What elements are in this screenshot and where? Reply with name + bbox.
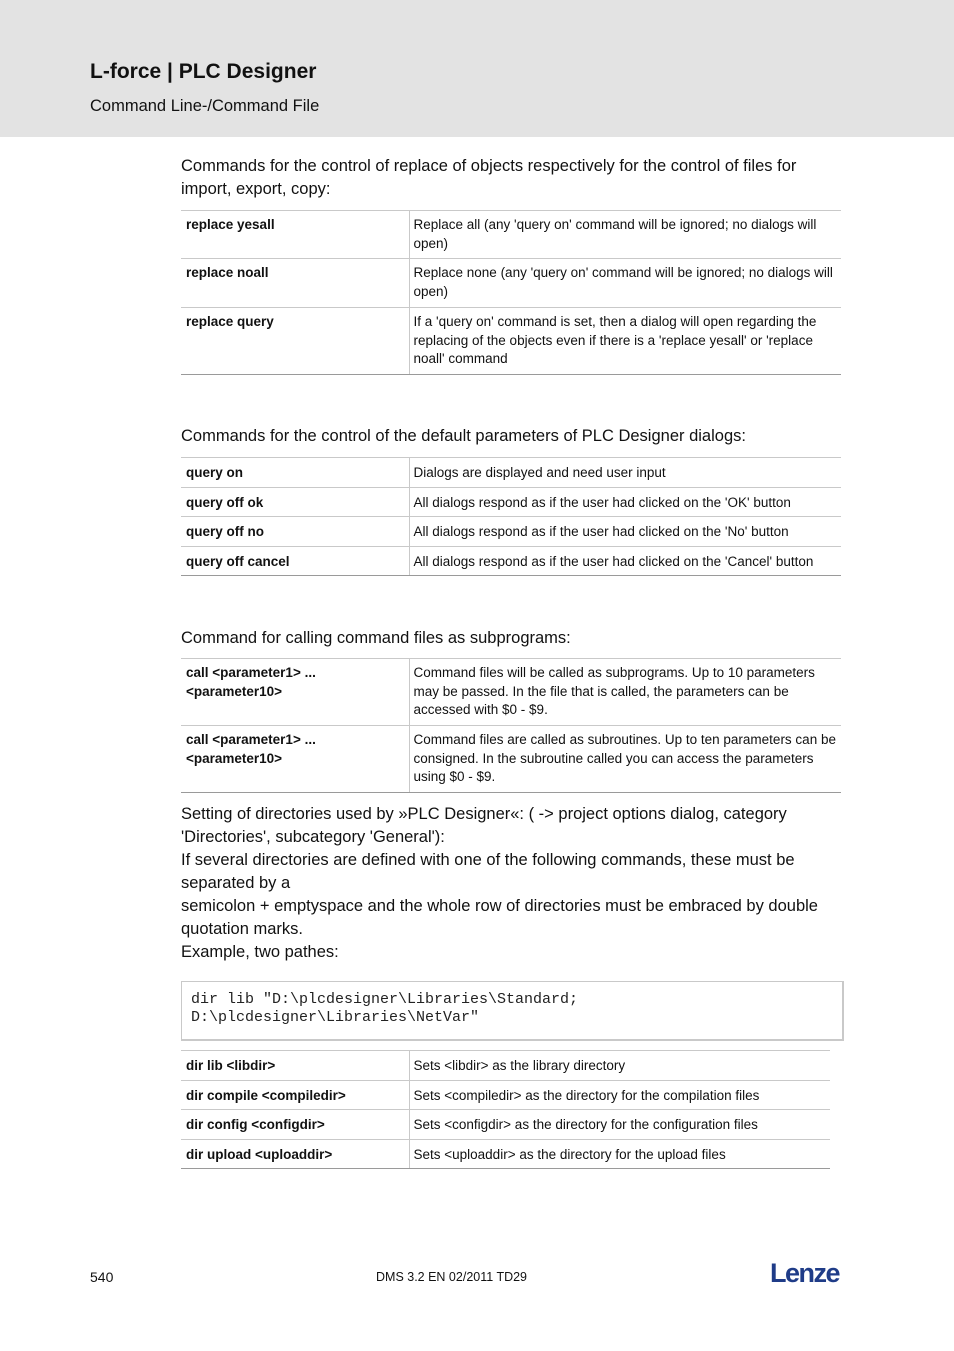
command-cell: replace noall <box>181 259 409 308</box>
table-row <box>181 211 841 259</box>
table-row <box>181 659 841 726</box>
command-cell: dir upload <uploaddir> <box>181 1139 409 1169</box>
table-row <box>181 1051 830 1081</box>
description-cell: Command files will be called as subprograms. Up to 10 parameters may be passed. In the file that is called, the parameters can be accessed with $0 - $9. <box>409 659 841 726</box>
code-line: dir lib "D:\plcdesigner\Libraries\Standard; <box>191 991 579 1008</box>
page-number: 540 <box>90 1269 114 1285</box>
description-cell: All dialogs respond as if the user had clicked on the 'OK' button <box>409 487 841 517</box>
description-cell: Sets <compiledir> as the directory for the compilation files <box>409 1080 830 1110</box>
paragraph-line: Example, two pathes: <box>181 943 339 961</box>
table-row <box>181 1080 830 1110</box>
table-row <box>181 458 841 488</box>
description-cell: Sets <configdir> as the directory for the configuration files <box>409 1110 830 1140</box>
description-cell: Sets <libdir> as the library directory <box>409 1051 830 1081</box>
description-cell: All dialogs respond as if the user had clicked on the 'No' button <box>409 517 841 547</box>
chapter-title: Command Line-/Command File <box>90 97 320 115</box>
command-cell: dir lib <libdir> <box>181 1051 409 1081</box>
code-line: D:\plcdesigner\Libraries\NetVar" <box>191 1009 480 1026</box>
table-row <box>181 1139 830 1169</box>
table-row <box>181 487 841 517</box>
document-reference: DMS 3.2 EN 02/2011 TD29 <box>376 1270 528 1284</box>
description-cell: If a 'query on' command is set, then a dialog will open regarding the replacing of the objects even if there is a 'replace yesall' or 'replace noall' command <box>409 308 841 375</box>
section4-paragraph <box>181 803 841 964</box>
command-cell <box>181 659 409 726</box>
paragraph-line: semicolon + emptyspace and the whole row of directories must be embraced by double quotation marks. <box>181 897 818 938</box>
table-row <box>181 1110 830 1140</box>
section1-intro: Commands for the control of replace of objects respectively for the control of files for import, export, copy: <box>181 157 797 198</box>
command-cell <box>181 726 409 793</box>
section3-intro: Command for calling command files as subprograms: <box>181 629 571 647</box>
command-cell: query off cancel <box>181 546 409 576</box>
description-cell: Command files are called as subroutines. Up to ten parameters can be consigned. In the subroutine called you can access the parameters using $0 - $9. <box>409 726 841 793</box>
description-cell: Sets <uploaddir> as the directory for the upload files <box>409 1139 830 1169</box>
command-cell: query off ok <box>181 487 409 517</box>
section2-intro: Commands for the control of the default parameters of PLC Designer dialogs: <box>181 427 746 445</box>
command-cell: query off no <box>181 517 409 547</box>
command-line: <parameter10> <box>186 750 283 766</box>
paragraph-line: Setting of directories used by »PLC Designer«: ( -> project options dialog, category 'Directories', subcategory 'General'): <box>181 805 787 846</box>
command-line: call <parameter1> ... <box>186 732 316 747</box>
replace-commands-table <box>181 210 841 375</box>
command-cell: dir compile <compiledir> <box>181 1080 409 1110</box>
description-cell: Dialogs are displayed and need user input <box>409 458 841 488</box>
paragraph-line: If several directories are defined with one of the following commands, these must be separated by a <box>181 851 795 892</box>
command-line: call <parameter1> ... <box>186 665 316 680</box>
page-header <box>0 0 954 137</box>
description-cell: Replace all (any 'query on' command will be ignored; no dialogs will open) <box>409 211 841 259</box>
table-row <box>181 726 841 793</box>
table-row <box>181 259 841 308</box>
dir-commands-table <box>181 1050 830 1169</box>
description-cell: All dialogs respond as if the user had clicked on the 'Cancel' button <box>409 546 841 576</box>
command-cell: replace query <box>181 308 409 375</box>
manual-title: L-force | PLC Designer <box>90 60 317 83</box>
command-cell: replace yesall <box>181 211 409 259</box>
svg-text:Lenze: Lenze <box>770 1258 840 1288</box>
table-row <box>181 517 841 547</box>
table-row <box>181 308 841 375</box>
lenze-logo <box>770 1258 850 1293</box>
command-cell: dir config <configdir> <box>181 1110 409 1140</box>
command-cell: query on <box>181 458 409 488</box>
code-example <box>181 981 844 1041</box>
table-row <box>181 546 841 576</box>
query-commands-table <box>181 457 841 576</box>
description-cell: Replace none (any 'query on' command will be ignored; no dialogs will open) <box>409 259 841 308</box>
command-line: <parameter10> <box>186 683 283 699</box>
call-commands-table <box>181 658 841 793</box>
